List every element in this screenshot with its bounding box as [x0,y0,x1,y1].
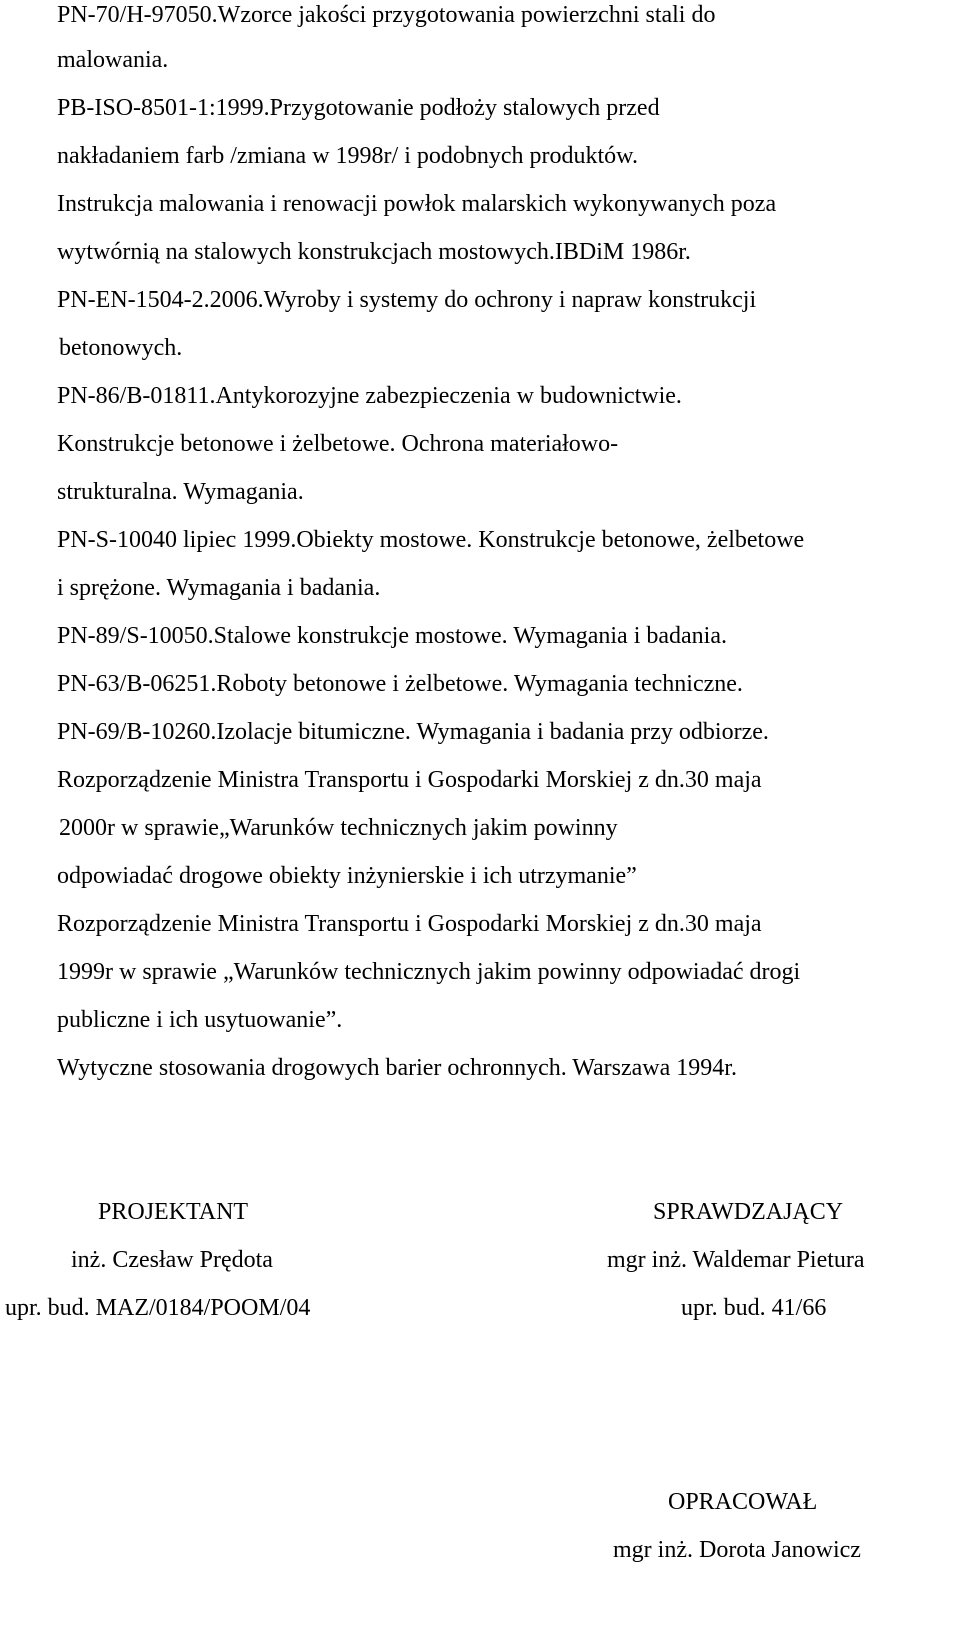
reference-line: i sprężone. Wymagania i badania. [57,575,381,601]
reference-line: Instrukcja malowania i renowacji powłok malarskich wykonywanych poza [57,191,777,217]
reference-line: PN-70/H-97050.Wzorce jakości przygotowania powierzchni stali do [57,2,716,28]
reference-line: Rozporządzenie Ministra Transportu i Gospodarki Morskiej z dn.30 maja [57,767,762,793]
reference-line: PN-S-10040 lipiec 1999.Obiekty mostowe. Konstrukcje betonowe, żelbetowe [57,527,805,553]
opracowal-role: OPRACOWAŁ [668,1489,818,1515]
projektant-name: inż. Czesław Prędota [71,1247,273,1273]
reference-line: betonowych. [59,335,183,361]
projektant-license: upr. bud. MAZ/0184/POOM/04 [5,1295,311,1321]
reference-line: nakładaniem farb /zmiana w 1998r/ i podobnych produktów. [57,143,638,169]
sprawdzajacy-name: mgr inż. Waldemar Pietura [607,1247,865,1273]
reference-line: PB-ISO-8501-1:1999.Przygotowanie podłoży stalowych przed [57,95,660,121]
reference-line: Rozporządzenie Ministra Transportu i Gospodarki Morskiej z dn.30 maja [57,911,762,937]
reference-line: 1999r w sprawie „Warunków technicznych jakim powinny odpowiadać drogi [57,959,801,985]
reference-line: Konstrukcje betonowe i żelbetowe. Ochrona materiałowo- [57,431,619,457]
reference-line: PN-69/B-10260.Izolacje bitumiczne. Wymagania i badania przy odbiorze. [57,719,769,745]
sprawdzajacy-license: upr. bud. 41/66 [681,1295,827,1321]
reference-line: strukturalna. Wymagania. [57,479,304,505]
reference-line: PN-63/B-06251.Roboty betonowe i żelbetowe. Wymagania techniczne. [57,671,743,697]
reference-line: PN-86/B-01811.Antykorozyjne zabezpieczenia w budownictwie. [57,383,682,409]
reference-line: 2000r w sprawie„Warunków technicznych jakim powinny [59,815,618,841]
reference-line: PN-89/S-10050.Stalowe konstrukcje mostowe. Wymagania i badania. [57,623,727,649]
reference-line: odpowiadać drogowe obiekty inżynierskie i ich utrzymanie” [57,863,637,889]
reference-line: PN-EN-1504-2.2006.Wyroby i systemy do ochrony i napraw konstrukcji [57,287,757,313]
sprawdzajacy-role: SPRAWDZAJĄCY [653,1199,844,1225]
reference-line: wytwórnią na stalowych konstrukcjach mostowych.IBDiM 1986r. [57,239,691,265]
projektant-role: PROJEKTANT [98,1199,249,1225]
opracowal-name: mgr inż. Dorota Janowicz [613,1537,861,1563]
reference-line: malowania. [57,47,169,73]
reference-line: Wytyczne stosowania drogowych barier ochronnych. Warszawa 1994r. [57,1055,737,1081]
reference-line: publiczne i ich usytuowanie”. [57,1007,343,1033]
